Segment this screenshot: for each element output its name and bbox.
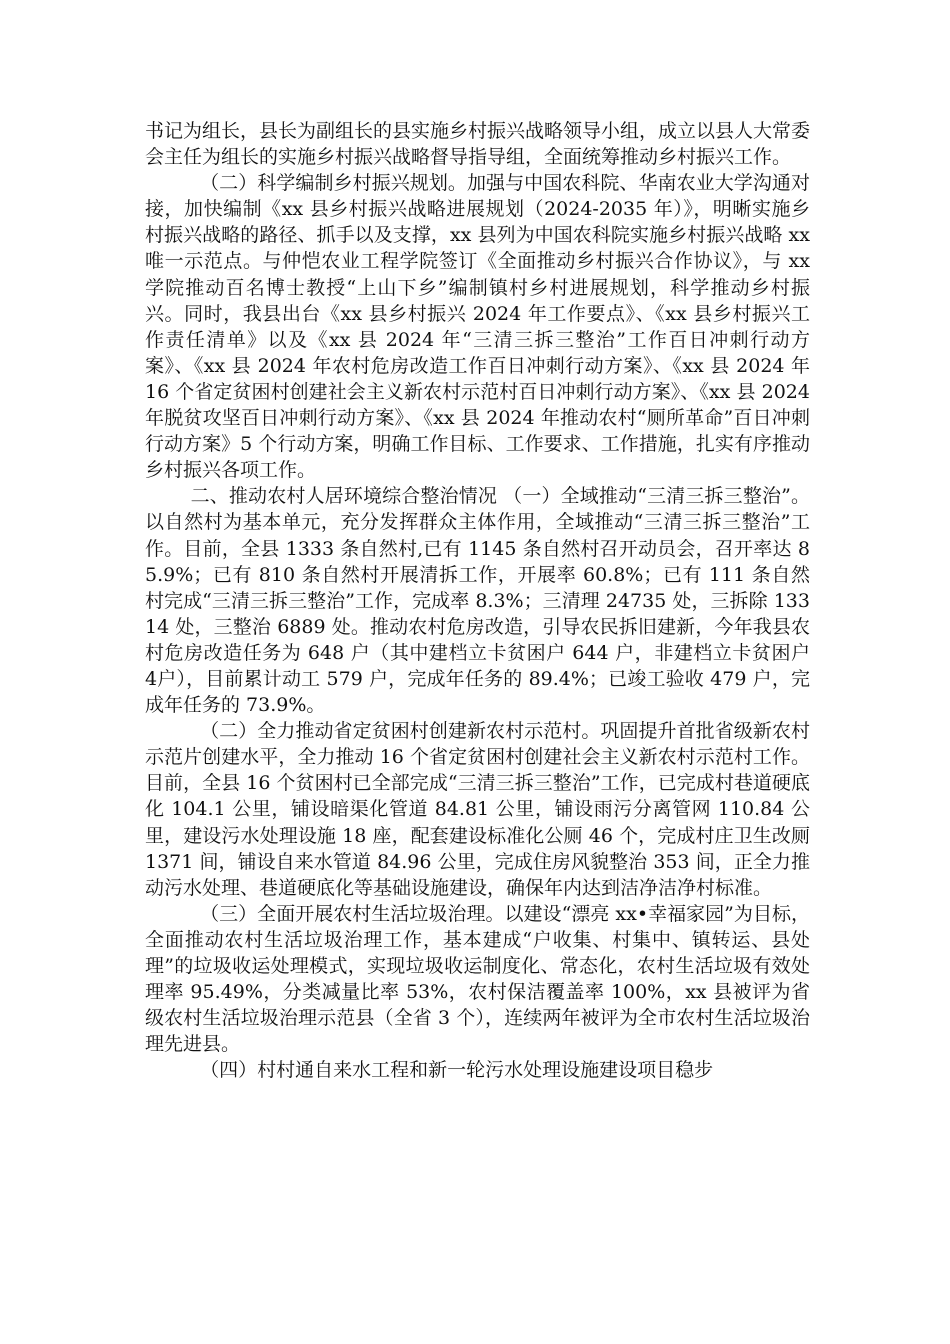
paragraph-model-villages: （二）全力推动省定贫困村创建新农村示范村。巩固提升首批省级新农村示范片创建水平，全力推动 16 个省定贫困村创建社会主义新农村示范村工作。目前，全县 16 个贫困村已全部完成“三清三拆三整治”工作，已完成村巷道硬底化 104.1 公里，铺设暗渠化管道 84.81 公里，铺设雨污分离管网 110.84 公里，建设污水处理设施 18 座，配套建设标准化公厕 46 个，完成村庄卫生改厕 1371 间，铺设自来水管道 84.96 公里，完成住房风貌整治 353 间，正全力推动污水处理、巷道硬底化等基础设施建设，确保年内达到洁净洁净村标准。 — [145, 720, 810, 899]
paragraph-planning: （二）科学编制乡村振兴规划。加强与中国农科院、华南农业大学沟通对接，加快编制《xx 县乡村振兴战略进展规划（2024-2035 年）》，明晰实施乡村振兴战略的路径、抓手以及支撑，xx 县列为中国农科院实施乡村振兴战略 xx 唯一示范点。与仲恺农业工程学院签订《全面推动乡村振兴合作协议》，与 xx 学院推动百名博士教授“上山下乡”编制镇村乡村进展规划，科学推动乡村振兴。同时，我县出台《xx 县乡村振兴 2024 年工作要点》、《xx 县乡村振兴工作责任清单》以及《xx 县 2024 年“三清三拆三整治”工作百日冲刺行动方案》、《xx 县 2024 年农村危房改造工作百日冲刺行动方案》、《xx 县 2024 年 16 个省定贫困村创建社会主义新农村示范村百日冲刺行动方案》、《xx 县 2024 年脱贫攻坚百日冲刺行动方案》、《xx 县 2024 年推动农村“厕所革命”百日冲刺行动方案》5 个行动方案，明确工作目标、工作要求、工作措施，扎实有序推动乡村振兴各项工作。 — [145, 172, 810, 482]
paragraph-environment-remediation: 二、推动农村人居环境综合整治情况 （一）全域推动“三清三拆三整治”。以自然村为基本单元，充分发挥群众主体作用，全域推动“三清三拆三整治”工作。目前，全县 1333 条自然村,已有 1145 条自然村召开动员会，召开率达 85.9%；已有 810 条自然村开展清拆工作，开展率 60.8%；已有 111 条自然村完成“三清三拆三整治”工作，完成率 8.3%；三清理 24735 处，三拆除 13314 处，三整治 6889 处。推动农村危房改造，引导农民拆旧建新，今年我县农村危房改造任务为 648 户（其中建档立卡贫困户 644 户，非建档立卡贫困户 4户），目前累计动工 579 户，完成年任务的 89.4%；已竣工验收 479 户，完成年任务的 73.9%。 — [145, 485, 810, 717]
paragraph-garbage-treatment: （三）全面开展农村生活垃圾治理。以建设“漂亮 xx•幸福家园”为目标，全面推动农村生活垃圾治理工作，基本建成“户收集、村集中、镇转运、县处理”的垃圾收运处理模式，实现垃圾收运制度化、常态化，农村生活垃圾有效处理率 95.49%，分类减量比率 53%，农村保洁覆盖率 100%，xx 县被评为省级农村生活垃圾治理示范县（全省 3 个），连续两年被评为全市农村生活垃圾治理先进县。 — [145, 902, 810, 1056]
paragraph-leading-committee: 书记为组长，县长为副组长的县实施乡村振兴战略领导小组，成立以县人大常委会主任为组长的实施乡村振兴战略督导指导组，全面统筹推动乡村振兴工作。 — [145, 120, 811, 169]
document-body — [145, 118, 810, 1083]
paragraph-water-sewage: （四）村村通自来水工程和新一轮污水处理设施建设项目稳步 — [200, 1059, 714, 1082]
